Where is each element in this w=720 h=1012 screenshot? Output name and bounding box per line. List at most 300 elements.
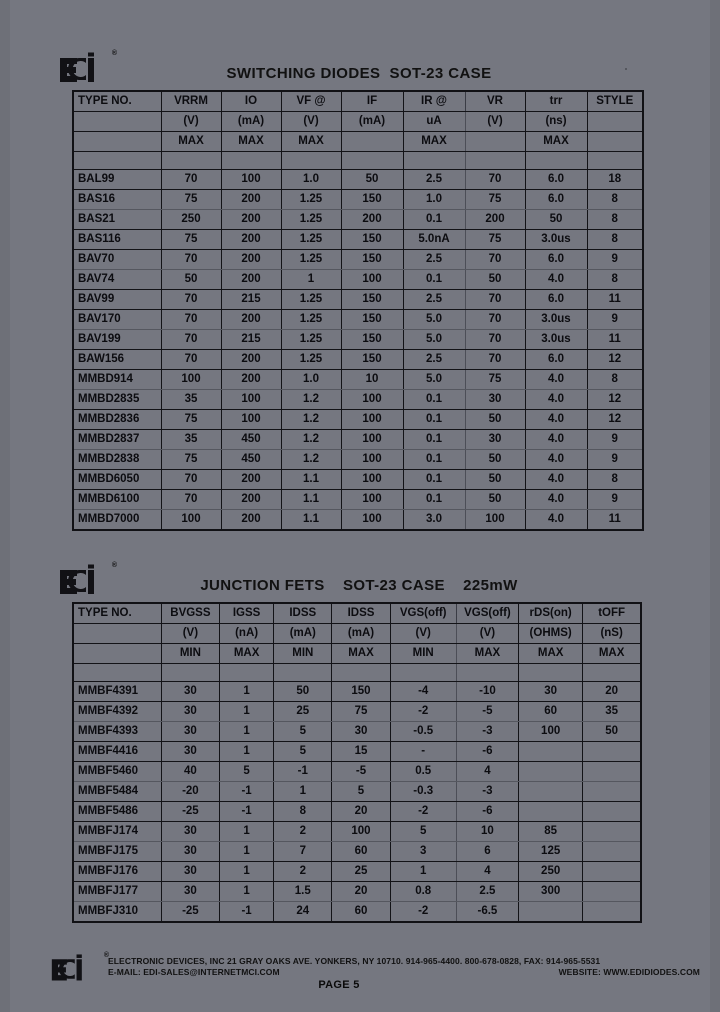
spacer-cell — [221, 152, 281, 170]
col-unit-ir: uA — [403, 112, 465, 132]
cell-vr: 75 — [465, 190, 525, 210]
cell-vrrm: 70 — [161, 490, 221, 510]
col-unit-style — [587, 112, 643, 132]
cell-vf: 1 — [281, 270, 341, 290]
cell-trr: 4.0 — [525, 370, 587, 390]
cell-vrrm: 100 — [161, 370, 221, 390]
cell-bvgss: 30 — [161, 722, 219, 742]
section-header-junction-fets — [58, 556, 658, 598]
cell-if: 100 — [341, 430, 403, 450]
cell-rds — [519, 782, 583, 802]
switching-diodes-body — [73, 170, 643, 531]
cell-vgs_max: 4 — [456, 862, 518, 882]
cell-io: 200 — [221, 490, 281, 510]
cell-vf: 1.25 — [281, 230, 341, 250]
cell-trr: 6.0 — [525, 170, 587, 190]
cell-vgs_max: -5 — [456, 702, 518, 722]
cell-idss_max: 75 — [332, 702, 390, 722]
table-row — [73, 842, 641, 862]
page-footer — [50, 952, 700, 993]
cell-style: 9 — [587, 310, 643, 330]
table-row — [73, 430, 643, 450]
table-row — [73, 490, 643, 510]
cell-toff — [583, 882, 641, 902]
cell-vgs_max: 2.5 — [456, 882, 518, 902]
cell-idss_min: 25 — [274, 702, 332, 722]
table-spacer-row — [73, 664, 641, 682]
cell-type-number: MMBD2836 — [73, 410, 161, 430]
table-row — [73, 682, 641, 702]
cell-vf: 1.25 — [281, 210, 341, 230]
col-unit-trr: (ns) — [525, 112, 587, 132]
cell-vf: 1.1 — [281, 470, 341, 490]
table-row — [73, 470, 643, 490]
cell-igss: 1 — [220, 822, 274, 842]
cell-if: 150 — [341, 330, 403, 350]
cell-bvgss: -25 — [161, 802, 219, 822]
col-head-toff: tOFF — [583, 603, 641, 624]
table-row — [73, 510, 643, 531]
table-row — [73, 822, 641, 842]
cell-toff: 50 — [583, 722, 641, 742]
cell-vgs_max: -3 — [456, 722, 518, 742]
cell-idss_min: 5 — [274, 722, 332, 742]
cell-type-number: MMBD6050 — [73, 470, 161, 490]
cell-toff — [583, 762, 641, 782]
spacer-cell — [274, 664, 332, 682]
cell-vr: 70 — [465, 310, 525, 330]
table-row — [73, 350, 643, 370]
cell-if: 100 — [341, 470, 403, 490]
col-limit-vgsoff-max: MAX — [456, 644, 518, 664]
section-header-switching-diodes — [58, 44, 658, 86]
cell-trr: 6.0 — [525, 290, 587, 310]
cell-type-number: MMBF5460 — [73, 762, 161, 782]
cell-trr: 3.0us — [525, 330, 587, 350]
cell-igss: 1 — [220, 882, 274, 902]
cell-style: 11 — [587, 510, 643, 531]
cell-style: 9 — [587, 250, 643, 270]
cell-trr: 6.0 — [525, 250, 587, 270]
cell-if: 100 — [341, 410, 403, 430]
cell-idss_min: 7 — [274, 842, 332, 862]
col-head-igss: IGSS — [220, 603, 274, 624]
cell-type-number: MMBD2838 — [73, 450, 161, 470]
cell-vrrm: 100 — [161, 510, 221, 531]
cell-bvgss: 30 — [161, 742, 219, 762]
cell-rds — [519, 742, 583, 762]
spacer-cell — [161, 152, 221, 170]
cell-idss_min: 24 — [274, 902, 332, 923]
table-row — [73, 802, 641, 822]
cell-vrrm: 70 — [161, 250, 221, 270]
cell-ir: 0.1 — [403, 490, 465, 510]
col-limit-trr: MAX — [525, 132, 587, 152]
table-row — [73, 330, 643, 350]
cell-type-number: MMBFJ177 — [73, 882, 161, 902]
col-head-type: TYPE NO. — [73, 603, 161, 624]
cell-vrrm: 75 — [161, 450, 221, 470]
spacer-cell — [583, 664, 641, 682]
cell-vf: 1.2 — [281, 410, 341, 430]
cell-toff — [583, 802, 641, 822]
cell-vr: 50 — [465, 490, 525, 510]
table-header-row-units — [73, 624, 641, 644]
col-unit-igss: (nA) — [220, 624, 274, 644]
edi-logo — [58, 50, 117, 86]
cell-rds — [519, 802, 583, 822]
table-row — [73, 762, 641, 782]
cell-vrrm: 70 — [161, 170, 221, 190]
cell-trr: 3.0us — [525, 230, 587, 250]
cell-ir: 0.1 — [403, 270, 465, 290]
col-unit-if: (mA) — [341, 112, 403, 132]
cell-vgs_min: 5 — [390, 822, 456, 842]
col-limit-rdson: MAX — [519, 644, 583, 664]
footer-address-line — [108, 956, 700, 967]
cell-vr: 70 — [465, 290, 525, 310]
cell-type-number: MMBD7000 — [73, 510, 161, 531]
table-row — [73, 782, 641, 802]
cell-type-number: MMBF4416 — [73, 742, 161, 762]
table-row — [73, 410, 643, 430]
registered-mark-icon: ® — [111, 50, 117, 57]
table-row — [73, 862, 641, 882]
cell-bvgss: -25 — [161, 902, 219, 923]
spacer-cell — [161, 664, 219, 682]
cell-vf: 1.1 — [281, 490, 341, 510]
cell-vr: 70 — [465, 170, 525, 190]
cell-ir: 0.1 — [403, 430, 465, 450]
spacer-cell — [587, 152, 643, 170]
col-limit-type — [73, 132, 161, 152]
cell-ir: 1.0 — [403, 190, 465, 210]
cell-io: 100 — [221, 390, 281, 410]
page-sheet — [10, 0, 710, 1012]
col-unit-toff: (nS) — [583, 624, 641, 644]
cell-type-number: BAV199 — [73, 330, 161, 350]
col-unit-type — [73, 112, 161, 132]
cell-type-number: MMBFJ310 — [73, 902, 161, 923]
col-unit-vr: (V) — [465, 112, 525, 132]
cell-io: 200 — [221, 510, 281, 531]
table-spacer-row — [73, 152, 643, 170]
cell-io: 200 — [221, 370, 281, 390]
cell-type-number: BAS21 — [73, 210, 161, 230]
col-head-bvgss: BVGSS — [161, 603, 219, 624]
cell-type-number: MMBF4391 — [73, 682, 161, 702]
cell-type-number: MMBD914 — [73, 370, 161, 390]
cell-trr: 6.0 — [525, 190, 587, 210]
cell-vrrm: 75 — [161, 230, 221, 250]
cell-io: 200 — [221, 310, 281, 330]
section-title-junction-fets: JUNCTION FETS SOT-23 CASE 225mW — [200, 577, 518, 594]
spacer-cell — [390, 664, 456, 682]
cell-trr: 4.0 — [525, 470, 587, 490]
cell-vr: 70 — [465, 350, 525, 370]
cell-vgs_max: -3 — [456, 782, 518, 802]
cell-vf: 1.25 — [281, 330, 341, 350]
cell-vf: 1.2 — [281, 390, 341, 410]
cell-vf: 1.1 — [281, 510, 341, 531]
cell-idss_max: 15 — [332, 742, 390, 762]
cell-idss_max: 150 — [332, 682, 390, 702]
cell-ir: 5.0 — [403, 310, 465, 330]
col-head-vr: VR — [465, 91, 525, 112]
cell-io: 215 — [221, 290, 281, 310]
cell-if: 150 — [341, 250, 403, 270]
table-header-row-names — [73, 91, 643, 112]
cell-vgs_min: 3 — [390, 842, 456, 862]
table-header-row-units — [73, 112, 643, 132]
cell-vf: 1.2 — [281, 430, 341, 450]
col-head-if: IF — [341, 91, 403, 112]
col-unit-io: (mA) — [221, 112, 281, 132]
cell-type-number: MMBF4393 — [73, 722, 161, 742]
col-unit-idss-min: (mA) — [274, 624, 332, 644]
cell-idss_max: 20 — [332, 882, 390, 902]
cell-bvgss: 30 — [161, 842, 219, 862]
cell-ir: 5.0nA — [403, 230, 465, 250]
cell-style: 12 — [587, 390, 643, 410]
cell-idss_max: 60 — [332, 902, 390, 923]
cell-vr: 75 — [465, 230, 525, 250]
cell-rds: 125 — [519, 842, 583, 862]
cell-ir: 5.0 — [403, 370, 465, 390]
spacer-cell — [73, 664, 161, 682]
col-head-io: IO — [221, 91, 281, 112]
cell-vrrm: 70 — [161, 310, 221, 330]
cell-vrrm: 70 — [161, 470, 221, 490]
cell-trr: 4.0 — [525, 430, 587, 450]
cell-io: 200 — [221, 350, 281, 370]
spacer-cell — [281, 152, 341, 170]
cell-io: 100 — [221, 410, 281, 430]
page-left-margin-shade — [0, 0, 10, 1012]
col-head-type: TYPE NO. — [73, 91, 161, 112]
cell-toff — [583, 742, 641, 762]
cell-ir: 0.1 — [403, 470, 465, 490]
cell-if: 150 — [341, 310, 403, 330]
col-unit-vgsoff-min: (V) — [390, 624, 456, 644]
junction-fets-table — [72, 602, 642, 923]
cell-ir: 5.0 — [403, 330, 465, 350]
cell-vf: 1.0 — [281, 370, 341, 390]
cell-type-number: BAV170 — [73, 310, 161, 330]
col-head-vgsoff-min: VGS(off) — [390, 603, 456, 624]
col-unit-vf: (V) — [281, 112, 341, 132]
cell-type-number: MMBD6100 — [73, 490, 161, 510]
page-number: PAGE 5 — [318, 979, 360, 991]
cell-type-number: MMBF4392 — [73, 702, 161, 722]
cell-vr: 30 — [465, 390, 525, 410]
cell-vgs_max: 10 — [456, 822, 518, 842]
cell-if: 150 — [341, 190, 403, 210]
cell-if: 100 — [341, 270, 403, 290]
cell-toff: 20 — [583, 682, 641, 702]
cell-idss_min: -1 — [274, 762, 332, 782]
cell-vgs_min: - — [390, 742, 456, 762]
cell-ir: 2.5 — [403, 250, 465, 270]
col-head-ir: IR @ — [403, 91, 465, 112]
cell-style: 11 — [587, 290, 643, 310]
cell-if: 200 — [341, 210, 403, 230]
table-row — [73, 210, 643, 230]
table-row — [73, 882, 641, 902]
col-limit-style — [587, 132, 643, 152]
col-limit-igss: MAX — [220, 644, 274, 664]
page-right-margin-shade — [710, 0, 720, 1012]
cell-vgs_min: -0.5 — [390, 722, 456, 742]
col-head-rdson: rDS(on) — [519, 603, 583, 624]
cell-igss: 1 — [220, 722, 274, 742]
spacer-cell — [456, 664, 518, 682]
cell-type-number: BAW156 — [73, 350, 161, 370]
cell-ir: 0.1 — [403, 390, 465, 410]
cell-vgs_min: -2 — [390, 802, 456, 822]
col-unit-bvgss: (V) — [161, 624, 219, 644]
cell-vf: 1.25 — [281, 290, 341, 310]
cell-if: 50 — [341, 170, 403, 190]
cell-igss: 1 — [220, 702, 274, 722]
col-limit-bvgss: MIN — [161, 644, 219, 664]
spacer-cell — [519, 664, 583, 682]
col-head-vgsoff-max: VGS(off) — [456, 603, 518, 624]
col-head-vrrm: VRRM — [161, 91, 221, 112]
cell-idss_min: 1 — [274, 782, 332, 802]
cell-idss_min: 50 — [274, 682, 332, 702]
cell-style: 8 — [587, 370, 643, 390]
cell-igss: -1 — [220, 802, 274, 822]
cell-vf: 1.25 — [281, 250, 341, 270]
cell-vr: 50 — [465, 470, 525, 490]
cell-vrrm: 50 — [161, 270, 221, 290]
col-head-vf: VF @ — [281, 91, 341, 112]
col-limit-vf: MAX — [281, 132, 341, 152]
spacer-cell — [525, 152, 587, 170]
cell-if: 100 — [341, 510, 403, 531]
edi-logo — [50, 952, 109, 988]
cell-type-number: BAV70 — [73, 250, 161, 270]
table-row — [73, 742, 641, 762]
cell-vr: 50 — [465, 410, 525, 430]
cell-ir: 2.5 — [403, 350, 465, 370]
cell-rds: 60 — [519, 702, 583, 722]
cell-style: 12 — [587, 350, 643, 370]
cell-if: 100 — [341, 490, 403, 510]
col-limit-vr — [465, 132, 525, 152]
table-row — [73, 230, 643, 250]
cell-type-number: MMBF5484 — [73, 782, 161, 802]
section-title-switching-diodes: SWITCHING DIODES SOT-23 CASE — [226, 65, 492, 82]
cell-igss: 1 — [220, 742, 274, 762]
cell-style: 12 — [587, 410, 643, 430]
cell-vf: 1.2 — [281, 450, 341, 470]
edi-logo — [58, 562, 117, 598]
table-row — [73, 902, 641, 923]
cell-type-number: MMBD2835 — [73, 390, 161, 410]
cell-vr: 200 — [465, 210, 525, 230]
table-row — [73, 290, 643, 310]
cell-vgs_max: -6 — [456, 742, 518, 762]
cell-trr: 3.0us — [525, 310, 587, 330]
col-limit-toff: MAX — [583, 644, 641, 664]
cell-toff — [583, 902, 641, 923]
cell-vrrm: 70 — [161, 350, 221, 370]
cell-idss_max: 20 — [332, 802, 390, 822]
table-row — [73, 250, 643, 270]
cell-bvgss: 40 — [161, 762, 219, 782]
cell-style: 8 — [587, 270, 643, 290]
cell-vf: 1.0 — [281, 170, 341, 190]
cell-ir: 0.1 — [403, 450, 465, 470]
cell-type-number: MMBF5486 — [73, 802, 161, 822]
footer-contact-line — [108, 967, 700, 978]
cell-rds: 100 — [519, 722, 583, 742]
cell-igss: 1 — [220, 682, 274, 702]
table-row — [73, 170, 643, 190]
spacer-cell — [332, 664, 390, 682]
cell-io: 200 — [221, 190, 281, 210]
cell-io: 200 — [221, 470, 281, 490]
table-row — [73, 190, 643, 210]
cell-toff: 35 — [583, 702, 641, 722]
cell-type-number: BAS16 — [73, 190, 161, 210]
col-limit-type — [73, 644, 161, 664]
table-row — [73, 370, 643, 390]
cell-if: 150 — [341, 290, 403, 310]
table-row — [73, 270, 643, 290]
col-head-idss-max: IDSS — [332, 603, 390, 624]
col-unit-vrrm: (V) — [161, 112, 221, 132]
col-limit-idss-min: MIN — [274, 644, 332, 664]
cell-vgs_min: 0.5 — [390, 762, 456, 782]
col-head-idss-min: IDSS — [274, 603, 332, 624]
table-row — [73, 722, 641, 742]
table-header-row-limits — [73, 132, 643, 152]
cell-idss_max: 30 — [332, 722, 390, 742]
cell-if: 100 — [341, 450, 403, 470]
footer-email[interactable]: E-MAIL: EDI-SALES@INTERNETMCI.COM — [108, 967, 280, 977]
cell-vgs_max: -10 — [456, 682, 518, 702]
cell-vgs_max: -6 — [456, 802, 518, 822]
col-unit-rdson: (OHMS) — [519, 624, 583, 644]
cell-vgs_min: -4 — [390, 682, 456, 702]
cell-vr: 100 — [465, 510, 525, 531]
cell-io: 450 — [221, 430, 281, 450]
cell-vf: 1.25 — [281, 310, 341, 330]
cell-vgs_max: 4 — [456, 762, 518, 782]
cell-trr: 4.0 — [525, 510, 587, 531]
cell-style: 8 — [587, 470, 643, 490]
section-junction-fets — [58, 556, 658, 923]
cell-style: 9 — [587, 450, 643, 470]
spacer-cell — [73, 152, 161, 170]
cell-type-number: MMBFJ176 — [73, 862, 161, 882]
cell-idss_min: 5 — [274, 742, 332, 762]
cell-type-number: BAS116 — [73, 230, 161, 250]
cell-vrrm: 35 — [161, 430, 221, 450]
footer-website[interactable]: WEBSITE: WWW.EDIDIODES.COM — [558, 967, 700, 977]
cell-type-number: BAV99 — [73, 290, 161, 310]
cell-style: 8 — [587, 210, 643, 230]
cell-vrrm: 70 — [161, 290, 221, 310]
cell-style: 9 — [587, 490, 643, 510]
cell-vf: 1.25 — [281, 190, 341, 210]
cell-vgs_min: -0.3 — [390, 782, 456, 802]
cell-idss_min: 2 — [274, 862, 332, 882]
cell-io: 200 — [221, 210, 281, 230]
